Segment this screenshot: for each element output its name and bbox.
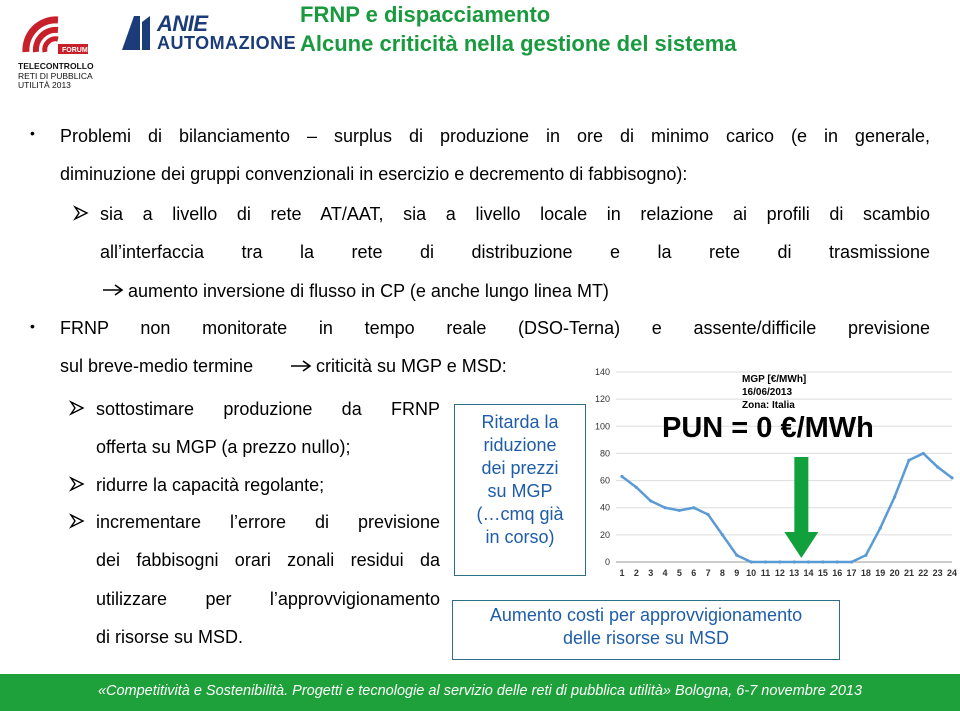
arrowhead-bullet-icon xyxy=(70,401,84,415)
chart-x-tick-label: 20 xyxy=(889,568,900,578)
chart-point xyxy=(750,560,753,563)
forum-caption-1: TELECONTROLLO xyxy=(18,61,94,71)
chart-point xyxy=(735,554,738,557)
ritarda-line: (…cmq già xyxy=(476,504,564,524)
chart-point xyxy=(936,465,939,468)
chart-x-tick-label: 18 xyxy=(860,568,871,578)
right-arrow-icon xyxy=(102,283,124,297)
chart-y-tick-label: 40 xyxy=(599,502,610,513)
forum-logo xyxy=(18,12,92,62)
chart-x-tick-label: 22 xyxy=(918,568,929,578)
chart-y-tick-label: 80 xyxy=(599,448,610,459)
chart-point xyxy=(850,560,853,563)
bullet2-line1: FRNP non monitorate in tempo reale (DSO-Terna) e assente/difficile previsione xyxy=(60,318,930,338)
anie-logo-line2: AUTOMAZIONE xyxy=(157,33,297,53)
chart-subtitle-zone: Zona: Italia xyxy=(742,400,795,411)
sub1-line3: aumento inversione di flusso in CP (e anche lungo linea MT) xyxy=(128,281,609,301)
slide-title: FRNP e dispacciamento xyxy=(300,2,551,27)
sub-s3-line2: dei fabbisogni orari zonali residui da xyxy=(96,550,440,570)
chart-y-tick-label: 60 xyxy=(599,475,610,486)
chart-x-tick-label: 19 xyxy=(875,568,886,578)
chart-x-tick-label: 17 xyxy=(846,568,857,578)
chart-point xyxy=(864,554,867,557)
chart-subtitle-date: 16/06/2013 xyxy=(742,387,793,398)
aumento-box xyxy=(452,600,840,660)
chart-x-tick-label: 5 xyxy=(676,568,682,578)
bullet-dot: • xyxy=(30,318,35,334)
chart-title: MGP [€/MWh] xyxy=(742,374,807,385)
ritarda-line: in corso) xyxy=(485,527,555,547)
chart-x-tick-label: 12 xyxy=(774,568,785,578)
bullet2-line2: sul breve-medio termine xyxy=(60,356,254,376)
chart-y-tick-label: 20 xyxy=(599,529,610,540)
forum-caption-2: RETI DI PUBBLICA xyxy=(18,70,93,81)
bullet1-line2: diminuzione dei gruppi convenzionali in esercizio e decremento di fabbisogno): xyxy=(60,164,688,184)
chart-point xyxy=(893,495,896,498)
chart-y-tick-label: 140 xyxy=(594,367,610,377)
pun-arrow-head xyxy=(784,532,818,558)
chart-point xyxy=(663,506,666,509)
sub1-line1: sia a livello di rete AT/AAT, sia a livello locale in relazione ai profili di scambio xyxy=(100,204,930,224)
price-chart xyxy=(590,362,958,584)
chart-x-tick-label: 11 xyxy=(760,568,771,578)
chart-point xyxy=(649,499,652,502)
chart-x-tick-label: 23 xyxy=(932,568,943,578)
chart-x-tick-label: 21 xyxy=(903,568,914,578)
pun-arrow-shaft xyxy=(794,457,808,532)
anie-logo-icon xyxy=(120,14,152,52)
chart-point xyxy=(678,509,681,512)
bullet1-line1: Problemi di bilanciamento – surplus di produzione in ore di minimo carico (e in generale, xyxy=(60,126,930,146)
pun-label: PUN = 0 €/MWh xyxy=(662,412,874,444)
ritarda-line: dei prezzi xyxy=(481,458,559,478)
chart-point xyxy=(879,526,882,529)
chart-x-tick-label: 9 xyxy=(734,568,740,578)
right-arrow-icon xyxy=(290,359,312,373)
chart-point xyxy=(764,560,767,563)
chart-point xyxy=(620,475,623,478)
chart-x-tick-label: 2 xyxy=(633,568,639,578)
arrowhead-bullet-icon xyxy=(70,477,84,491)
forum-caption-3: UTILITÀ 2013 xyxy=(18,80,71,90)
slide-subtitle: Alcune criticità nella gestione del sistema xyxy=(300,31,737,56)
chart-x-tick-label: 24 xyxy=(946,568,958,578)
sub-s1-line2: offerta su MGP (a prezzo nullo); xyxy=(96,437,351,457)
chart-y-tick-label: 100 xyxy=(594,421,610,432)
chart-x-tick-label: 6 xyxy=(691,568,697,578)
sub-s3-line1: incrementare l’errore di previsione xyxy=(96,512,440,532)
chart-point xyxy=(922,452,925,455)
chart-x-tick-label: 4 xyxy=(662,568,668,578)
anie-logo-line1: ANIE xyxy=(157,11,208,36)
bullet2-line2-tail: criticità su MGP e MSD: xyxy=(316,356,507,376)
chart-x-tick-label: 8 xyxy=(719,568,725,578)
bullet-dot: • xyxy=(30,125,35,141)
chart-x-tick-label: 10 xyxy=(746,568,757,578)
aumento-line: Aumento costi per approvvigionamento xyxy=(489,605,803,625)
sub-s3-line4: di risorse su MSD. xyxy=(96,627,244,647)
chart-x-tick-label: 7 xyxy=(705,568,711,578)
chart-point xyxy=(950,476,953,479)
footer-text: «Competitività e Sostenibilità. Progetti e tecnologie al servizio delle reti di pubblica utilità» Bologna, 6-7 novembre 2013 xyxy=(97,683,863,699)
ritarda-line: Ritarda la xyxy=(481,412,559,432)
chart-x-tick-label: 16 xyxy=(832,568,843,578)
ritarda-box xyxy=(454,404,586,576)
chart-point xyxy=(635,486,638,489)
ritarda-line: riduzione xyxy=(483,435,557,455)
chart-x-tick-label: 1 xyxy=(619,568,625,578)
chart-point xyxy=(907,459,910,462)
forum-word: FORUM xyxy=(62,47,88,54)
chart-y-tick-label: 120 xyxy=(594,394,610,405)
forum-caption xyxy=(18,62,113,91)
chart-x-tick-label: 15 xyxy=(817,568,828,578)
aumento-line: delle risorse su MSD xyxy=(562,628,730,648)
sub1-line2: all’interfaccia tra la rete di distribuzione e la rete di trasmissione xyxy=(100,242,930,262)
chart-point xyxy=(692,506,695,509)
arrowhead-bullet-icon xyxy=(74,206,88,220)
chart-point xyxy=(778,560,781,563)
chart-point xyxy=(721,533,724,536)
ritarda-line: su MGP xyxy=(487,481,553,501)
chart-point xyxy=(836,560,839,563)
chart-x-tick-label: 13 xyxy=(789,568,800,578)
sub-s2: ridurre la capacità regolante; xyxy=(96,475,325,495)
chart-x-tick-label: 3 xyxy=(648,568,654,578)
arrowhead-bullet-icon xyxy=(70,514,84,528)
chart-x-tick-label: 14 xyxy=(803,568,814,578)
sub-s3-line3: utilizzare per l’approvvigionamento xyxy=(96,589,440,609)
chart-point xyxy=(706,513,709,516)
sub-s1-line1: sottostimare produzione da FRNP xyxy=(96,399,440,419)
chart-point xyxy=(807,560,810,563)
chart-point xyxy=(821,560,824,563)
chart-point xyxy=(793,560,796,563)
chart-y-tick-label: 0 xyxy=(604,557,610,567)
